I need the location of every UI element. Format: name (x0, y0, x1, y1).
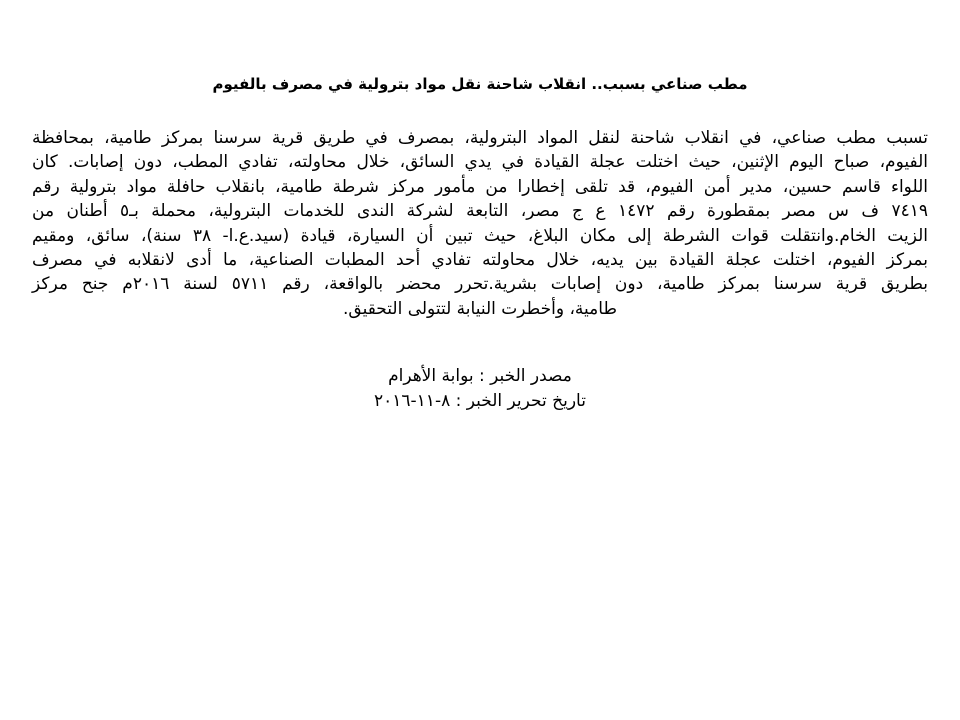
body-line: الزيت الخام.وانتقلت قوات الشرطة إلى مكان البلاغ، حيث تبين أن السيارة، قيادة (سيد.ع.ا- ٣٨ سنة)، سائق، ومقيم (32, 225, 929, 246)
news-source: مصدر الخبر : بوابة الأهرام (388, 366, 572, 386)
body-line: اللواء قاسم حسين، مدير أمن الفيوم، قد تلقى إخطارا من مأمور مركز شرطة طامية، بانقلاب حافلة مواد بترولية رقم (32, 176, 928, 197)
body-line: الفيوم، صباح اليوم الإثنين، حيث اختلت عجلة القيادة في يدي السائق، خلال محاولته، تفادي المطب، دون إصابات. كان (32, 152, 928, 173)
body-line: طامية، وأخطرت النيابة لتتولى التحقيق. (342, 298, 617, 319)
article-title: مطب صناعي بسبب.. انقلاب شاحنة نقل مواد بترولية في مصرف بالفيوم (212, 75, 748, 93)
body-line: ٧٤١٩ ف س مصر بمقطورة رقم ١٤٧٢ ع ج مصر، التابعة لشركة الندى للخدمات البترولية، محملة بـ٥ أطنان من (32, 201, 928, 222)
publish-date: تاريخ تحرير الخبر : ٨-١١-٢٠١٦ (374, 391, 586, 411)
body-line: تسبب مطب صناعي، في انقلاب شاحنة لنقل المواد البترولية، بمصرف في طريق قرية سرسنا بمركز طامية، بمحافظة (32, 128, 928, 148)
body-line: بطريق قرية سرسنا بمركز طامية، دون إصابات بشرية.تحرر محضر بالواقعة، رقم ٥٧١١ لسنة ٢٠١٦م جنح مركز (32, 274, 928, 295)
body-line: بمركز الفيوم، اختلت عجلة القيادة بين يديه، خلال محاولته تفادي أحد المطبات الصناعية، ما أدى لانقلابه في مصرف (32, 250, 928, 271)
article-body (32, 126, 928, 321)
